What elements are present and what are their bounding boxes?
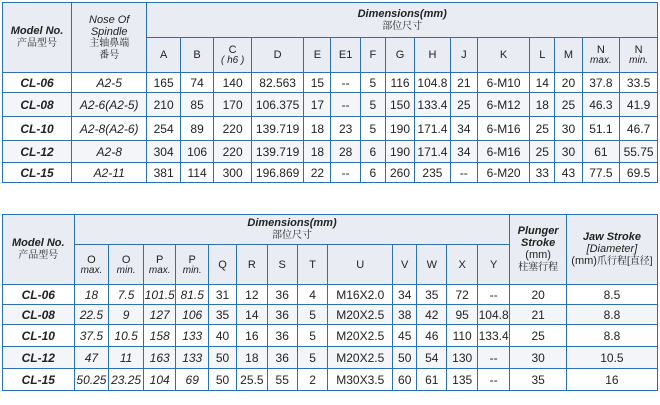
- nose-cell: A2-8(A2-6): [72, 117, 147, 141]
- value-cell: 381: [147, 163, 180, 183]
- column-header: [214, 38, 252, 73]
- value-cell: 51.1: [582, 117, 620, 141]
- column-header: [251, 38, 303, 73]
- column-header-main: R: [247, 258, 256, 271]
- table-row: [3, 163, 658, 183]
- value-cell: 5: [297, 347, 327, 369]
- table-row: [3, 117, 658, 141]
- dimensions-label-cn-2: 部位尺寸: [272, 230, 312, 241]
- value-cell: 18: [530, 93, 555, 117]
- jaw-label-2: [Diameter]: [586, 243, 638, 255]
- column-header: [385, 38, 414, 73]
- value-cell: 35: [208, 305, 236, 325]
- column-header-main: D: [273, 49, 282, 61]
- column-header: [360, 38, 385, 73]
- value-cell: 23: [331, 117, 360, 141]
- column-header-main: G: [395, 49, 405, 61]
- value-cell: 139.719: [251, 117, 303, 141]
- column-header-main: V: [401, 258, 409, 271]
- plunger-cell: 25: [510, 325, 566, 347]
- column-header: [74, 245, 109, 285]
- value-cell: 10.5: [109, 325, 144, 347]
- value-cell: 190: [385, 117, 414, 141]
- column-header: [304, 38, 331, 73]
- plunger-label-3: (mm): [525, 249, 551, 261]
- model-label-cn-2: 产品型号: [18, 250, 59, 261]
- value-cell: 50: [208, 347, 236, 369]
- column-header-sub: max.: [80, 264, 103, 276]
- value-cell: 38: [393, 305, 417, 325]
- plunger-cell: 35: [510, 369, 566, 391]
- value-cell: 37.5: [74, 325, 109, 347]
- value-cell: 47: [74, 347, 109, 369]
- column-header-sub: min.: [629, 55, 649, 66]
- value-cell: 5: [360, 117, 385, 141]
- jaw-label-1: Jaw Stroke: [582, 231, 641, 243]
- value-cell: 11: [109, 347, 144, 369]
- model-cell: CL-06: [3, 73, 72, 93]
- column-header: [477, 245, 510, 285]
- column-header-main: E1: [338, 49, 353, 61]
- dimensions-label-cn: 部位尺寸: [382, 20, 423, 32]
- value-cell: 15: [304, 73, 331, 93]
- value-cell: --: [331, 163, 360, 183]
- model-header-2: [3, 215, 75, 285]
- table-row: [3, 369, 658, 391]
- value-cell: 6: [360, 163, 385, 183]
- column-header: [530, 38, 555, 73]
- value-cell: --: [331, 73, 360, 93]
- value-cell: M30X3.5: [328, 369, 393, 391]
- value-cell: M20X2.5: [328, 347, 393, 369]
- column-header: [447, 245, 477, 285]
- value-cell: 17: [304, 93, 331, 117]
- value-cell: 61: [417, 369, 447, 391]
- value-cell: 196.869: [251, 163, 303, 183]
- value-cell: 54: [417, 347, 447, 369]
- model-cell: CL-06: [3, 285, 75, 305]
- value-cell: --: [477, 347, 510, 369]
- value-cell: 25.5: [237, 369, 267, 391]
- jaw-label-3: (mm): [571, 255, 597, 267]
- value-cell: 33.5: [620, 73, 658, 93]
- value-cell: 130: [447, 347, 477, 369]
- value-cell: 254: [147, 117, 180, 141]
- value-cell: 20: [555, 73, 582, 93]
- value-cell: 12: [237, 285, 267, 305]
- value-cell: M20X2.5: [328, 325, 393, 347]
- nose-label-cn: 主轴鼻端番号: [89, 37, 130, 61]
- value-cell: --: [477, 369, 510, 391]
- value-cell: 40: [208, 325, 236, 347]
- dimensions-label-en-2: Dimensions(mm): [247, 217, 337, 229]
- value-cell: 139.719: [251, 141, 303, 163]
- value-cell: 6-M16: [477, 141, 529, 163]
- value-cell: 18: [74, 285, 109, 305]
- column-header: [180, 38, 213, 73]
- value-cell: 46: [417, 325, 447, 347]
- column-header-sub: ( h6 ): [220, 55, 245, 66]
- value-cell: 55.75: [620, 141, 658, 163]
- column-header: [328, 245, 393, 285]
- column-header: [415, 38, 451, 73]
- column-header-main: O: [87, 253, 96, 266]
- column-header-main: P: [188, 253, 196, 266]
- value-cell: 33: [530, 163, 555, 183]
- column-header-main: Y: [489, 258, 498, 271]
- plunger-label-1: Plunger: [517, 225, 559, 237]
- value-cell: 304: [147, 141, 180, 163]
- column-header: [237, 245, 267, 285]
- column-header-sub: min.: [116, 264, 136, 276]
- column-header: [267, 245, 297, 285]
- nose-cell: A2-8: [72, 141, 147, 163]
- dimensions-header: [147, 3, 658, 38]
- model-cell: CL-10: [3, 117, 72, 141]
- value-cell: 106: [176, 305, 209, 325]
- value-cell: 101.5: [143, 285, 176, 305]
- value-cell: M16X2.0: [328, 285, 393, 305]
- column-header-main: H: [428, 49, 437, 61]
- nose-cell: A2-6(A2-5): [72, 93, 147, 117]
- jaw-cell: 8.8: [566, 325, 657, 347]
- value-cell: 170: [214, 93, 252, 117]
- value-cell: 14: [237, 305, 267, 325]
- value-cell: 41.9: [620, 93, 658, 117]
- nose-header: [72, 3, 147, 73]
- value-cell: 18: [304, 117, 331, 141]
- value-cell: 69: [176, 369, 209, 391]
- column-header: [582, 38, 620, 73]
- column-header-main: E: [313, 49, 322, 61]
- value-cell: 45: [393, 325, 417, 347]
- value-cell: 18: [237, 347, 267, 369]
- value-cell: 5: [360, 93, 385, 117]
- value-cell: 22.5: [74, 305, 109, 325]
- value-cell: 82.563: [251, 73, 303, 93]
- column-header-main: B: [193, 49, 201, 61]
- value-cell: 36: [267, 285, 297, 305]
- column-header-main: O: [121, 253, 131, 266]
- value-cell: 190: [385, 141, 414, 163]
- column-header: [297, 245, 327, 285]
- column-header-main: Q: [218, 258, 227, 271]
- model-label-en-2: Model No.: [12, 237, 65, 249]
- value-cell: 74: [180, 73, 213, 93]
- table-row: [3, 73, 658, 93]
- value-cell: 50.25: [74, 369, 109, 391]
- nose-cell: A2-5: [72, 73, 147, 93]
- value-cell: 127: [143, 305, 176, 325]
- column-header: [176, 245, 209, 285]
- column-header: [555, 38, 582, 73]
- model-cell: CL-08: [3, 305, 75, 325]
- value-cell: 6-M20: [477, 163, 529, 183]
- value-cell: 34: [450, 141, 477, 163]
- value-cell: 46.7: [620, 117, 658, 141]
- column-header: [417, 245, 447, 285]
- value-cell: 220: [214, 117, 252, 141]
- value-cell: 133: [176, 325, 209, 347]
- column-header-main: N: [596, 44, 605, 56]
- jaw-label-cn: 爪行程[直径]: [596, 256, 653, 267]
- column-header: [331, 38, 360, 73]
- value-cell: 104.8: [415, 73, 451, 93]
- value-cell: 165: [147, 73, 180, 93]
- column-header: [393, 245, 417, 285]
- plunger-label-2: Stroke: [521, 237, 556, 249]
- table-row: [3, 347, 658, 369]
- value-cell: M20X2.5: [328, 305, 393, 325]
- value-cell: 55: [267, 369, 297, 391]
- value-cell: 25: [530, 141, 555, 163]
- column-header-main: U: [356, 258, 365, 271]
- value-cell: 235: [415, 163, 451, 183]
- value-cell: 25: [530, 117, 555, 141]
- value-cell: 16: [237, 325, 267, 347]
- value-cell: 2: [297, 369, 327, 391]
- value-cell: 5: [360, 73, 385, 93]
- value-cell: 30: [555, 117, 582, 141]
- value-cell: 30: [555, 141, 582, 163]
- column-header-main: K: [499, 49, 508, 61]
- value-cell: 260: [385, 163, 414, 183]
- value-cell: 50: [393, 347, 417, 369]
- value-cell: 61: [582, 141, 620, 163]
- value-cell: 28: [331, 141, 360, 163]
- table-row: [3, 285, 658, 305]
- plunger-cell: 21: [510, 305, 566, 325]
- value-cell: 135: [447, 369, 477, 391]
- value-cell: 18: [304, 141, 331, 163]
- value-cell: 171.4: [415, 117, 451, 141]
- value-cell: 106: [180, 141, 213, 163]
- column-header-sub: max.: [148, 264, 171, 276]
- value-cell: 34: [393, 285, 417, 305]
- value-cell: --: [477, 285, 510, 305]
- value-cell: 116: [385, 73, 414, 93]
- column-header: [143, 245, 176, 285]
- value-cell: 9: [109, 305, 144, 325]
- plunger-cell: 20: [510, 285, 566, 305]
- value-cell: 110: [447, 325, 477, 347]
- value-cell: 23.25: [109, 369, 144, 391]
- value-cell: 25: [450, 93, 477, 117]
- value-cell: 104.8: [477, 305, 510, 325]
- model-label-cn: 产品型号: [17, 38, 58, 49]
- column-header-main: P: [156, 253, 164, 266]
- table-row: [3, 305, 658, 325]
- jaw-cell: 10.5: [566, 347, 657, 369]
- value-cell: 25: [555, 93, 582, 117]
- value-cell: 22: [304, 163, 331, 183]
- value-cell: 14: [530, 73, 555, 93]
- column-header-main: L: [539, 49, 546, 61]
- plunger-label-cn: 柱塞行程: [518, 262, 559, 273]
- value-cell: 6-M12: [477, 93, 529, 117]
- value-cell: 35: [417, 285, 447, 305]
- column-header-main: J: [461, 49, 467, 61]
- column-header-main: A: [159, 49, 168, 61]
- value-cell: 60: [393, 369, 417, 391]
- value-cell: 158: [143, 325, 176, 347]
- column-header: [477, 38, 529, 73]
- value-cell: 37.8: [582, 73, 620, 93]
- column-header: [109, 245, 144, 285]
- value-cell: 7.5: [109, 285, 144, 305]
- column-header: [208, 245, 236, 285]
- column-header: [147, 38, 180, 73]
- value-cell: 300: [214, 163, 252, 183]
- value-cell: 81.5: [176, 285, 209, 305]
- model-cell: CL-08: [3, 93, 72, 117]
- model-label-en: Model No.: [10, 25, 64, 37]
- nose-label-en: Nose Of Spindle: [89, 13, 130, 38]
- value-cell: 133.4: [477, 325, 510, 347]
- model-cell: CL-10: [3, 325, 75, 347]
- value-cell: 89: [180, 117, 213, 141]
- value-cell: 140: [214, 73, 252, 93]
- dimensions-label-en: Dimensions(mm): [357, 7, 447, 20]
- jaw-cell: 8.5: [566, 285, 657, 305]
- value-cell: 104: [143, 369, 176, 391]
- column-header-main: N: [634, 44, 643, 56]
- jaw-header: [566, 215, 657, 285]
- column-header-sub: min.: [182, 264, 202, 276]
- table-row: [3, 93, 658, 117]
- value-cell: 36: [267, 325, 297, 347]
- column-header-main: C: [228, 44, 237, 56]
- column-header: [450, 38, 477, 73]
- jaw-cell: 8.8: [566, 305, 657, 325]
- value-cell: 171.4: [415, 141, 451, 163]
- column-header-main: F: [369, 49, 377, 61]
- value-cell: 34: [450, 117, 477, 141]
- value-cell: 5: [297, 305, 327, 325]
- value-cell: 42: [417, 305, 447, 325]
- column-header-sub: max.: [590, 55, 612, 66]
- column-header-main: S: [278, 258, 286, 271]
- value-cell: 5: [297, 325, 327, 347]
- value-cell: 46.3: [582, 93, 620, 117]
- plunger-header: [510, 215, 566, 285]
- value-cell: 85: [180, 93, 213, 117]
- value-cell: 36: [267, 305, 297, 325]
- plunger-cell: 30: [510, 347, 566, 369]
- model-cell: CL-12: [3, 141, 72, 163]
- dimensions-table-1: [2, 2, 658, 183]
- value-cell: 106.375: [251, 93, 303, 117]
- model-cell: CL-15: [3, 163, 72, 183]
- value-cell: 4: [297, 285, 327, 305]
- value-cell: 72: [447, 285, 477, 305]
- value-cell: 95: [447, 305, 477, 325]
- value-cell: 133.4: [415, 93, 451, 117]
- value-cell: 6: [360, 141, 385, 163]
- value-cell: 43: [555, 163, 582, 183]
- value-cell: 114: [180, 163, 213, 183]
- value-cell: 31: [208, 285, 236, 305]
- column-header: [620, 38, 658, 73]
- value-cell: 220: [214, 141, 252, 163]
- column-header-main: T: [309, 258, 316, 271]
- dimensions-header-2: [74, 215, 510, 245]
- model-cell: CL-12: [3, 347, 75, 369]
- table-row: [3, 325, 658, 347]
- model-header: [3, 3, 72, 73]
- value-cell: 150: [385, 93, 414, 117]
- value-cell: 6-M16: [477, 117, 529, 141]
- column-header-main: W: [426, 258, 437, 271]
- value-cell: 133: [176, 347, 209, 369]
- value-cell: 163: [143, 347, 176, 369]
- column-header-main: X: [458, 258, 466, 271]
- table-row: [3, 141, 658, 163]
- column-header-main: M: [563, 49, 574, 61]
- value-cell: 50: [208, 369, 236, 391]
- value-cell: --: [331, 93, 360, 117]
- value-cell: 21: [450, 73, 477, 93]
- model-cell: CL-15: [3, 369, 75, 391]
- value-cell: 69.5: [620, 163, 658, 183]
- nose-cell: A2-11: [72, 163, 147, 183]
- value-cell: 36: [267, 347, 297, 369]
- value-cell: 77.5: [582, 163, 620, 183]
- jaw-cell: 16: [566, 369, 657, 391]
- value-cell: 210: [147, 93, 180, 117]
- value-cell: --: [450, 163, 477, 183]
- value-cell: 6-M10: [477, 73, 529, 93]
- dimensions-table-2: [2, 214, 658, 391]
